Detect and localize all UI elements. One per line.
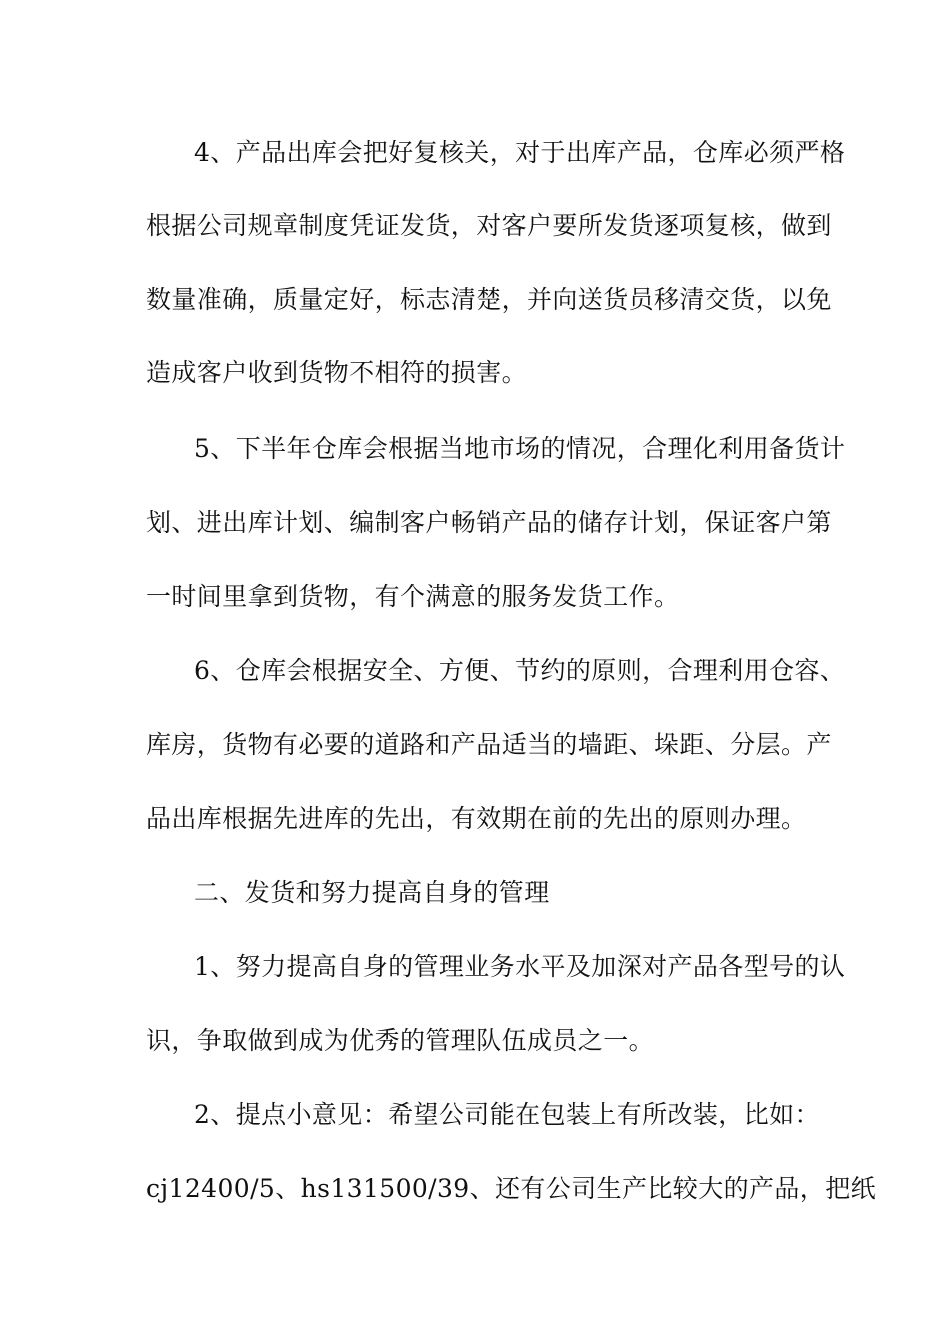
paragraph-5-line-2: 划、进出库计划、编制客户畅销产品的储存计划，保证客户第	[146, 508, 832, 537]
paragraph-4-line-2: 根据公司规章制度凭证发货，对客户要所发货逐项复核，做到	[146, 211, 832, 240]
paragraph-4-line-4: 造成客户收到货物不相符的损害。	[146, 358, 528, 387]
paragraph-5-line-1: 5、下半年仓库会根据当地市场的情况，合理化利用备货计	[194, 434, 846, 463]
item-2-line-1: 2、提点小意见：希望公司能在包装上有所改装，比如：	[194, 1100, 820, 1129]
paragraph-5-line-3: 一时间里拿到货物，有个满意的服务发货工作。	[146, 582, 680, 611]
paragraph-6-line-3: 品出库根据先进库的先出，有效期在前的先出的原则办理。	[146, 804, 807, 833]
section-heading: 二、发货和努力提高自身的管理	[194, 878, 550, 907]
paragraph-6-line-1: 6、仓库会根据安全、方便、节约的原则，合理利用仓容、	[194, 656, 846, 685]
paragraph-4-line-3: 数量准确，质量定好，标志清楚，并向送货员移清交货，以免	[146, 285, 832, 314]
item-1-line-2: 识，争取做到成为优秀的管理队伍成员之一。	[146, 1026, 655, 1055]
paragraph-6-line-2: 库房，货物有必要的道路和产品适当的墙距、垛距、分层。产	[146, 730, 832, 759]
item-1-line-1: 1、努力提高自身的管理业务水平及加深对产品各型号的认	[194, 952, 846, 981]
item-2-line-2: cj12400/5、hs131500/39、还有公司生产比较大的产品，把纸	[146, 1174, 877, 1203]
paragraph-4-line-1: 4、产品出库会把好复核关，对于出库产品，仓库必须严格	[194, 138, 846, 167]
